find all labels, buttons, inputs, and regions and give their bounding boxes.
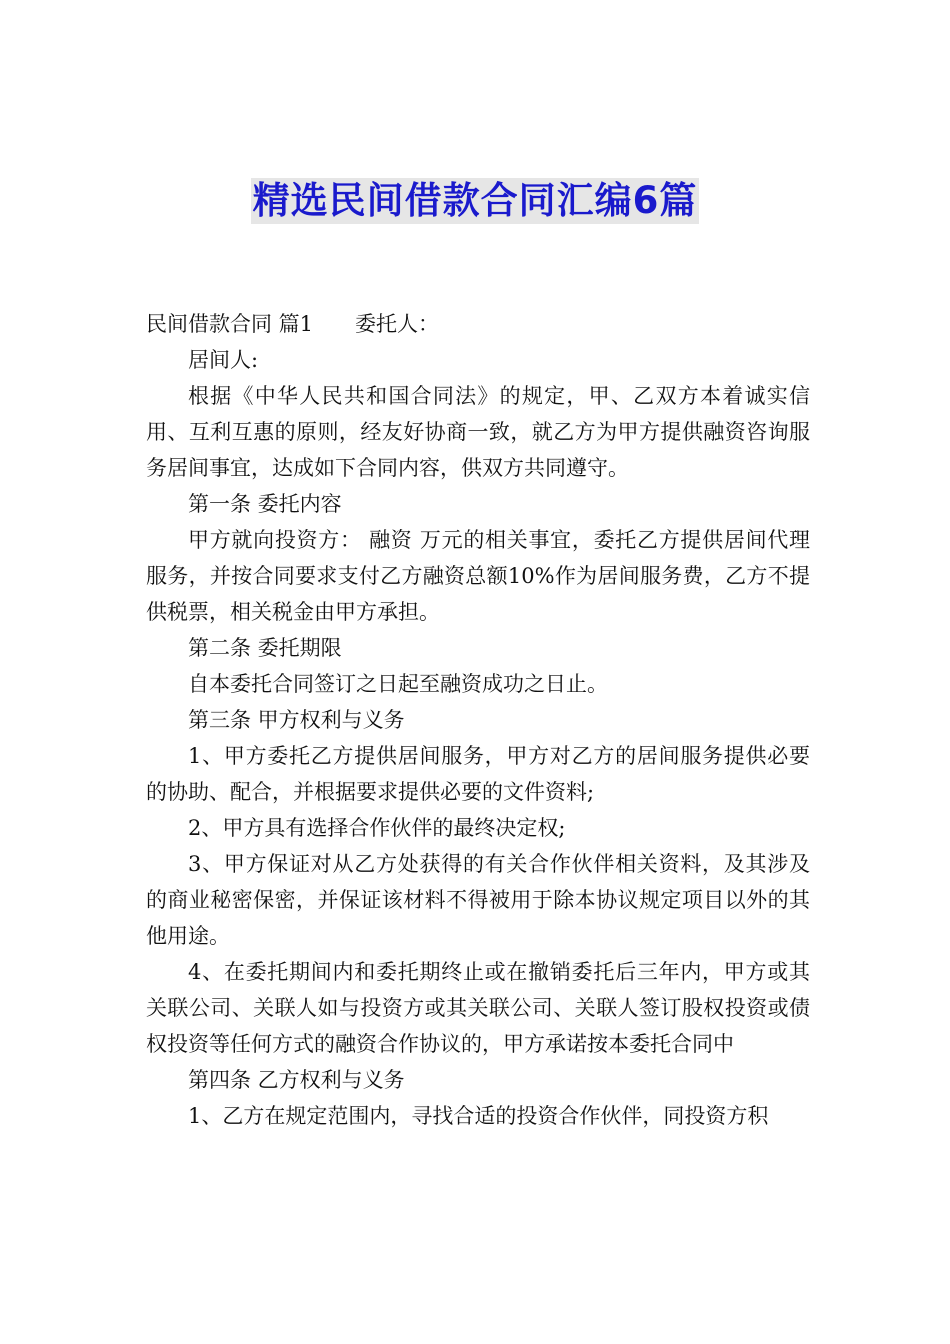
paragraph: 3、甲方保证对从乙方处获得的有关合作伙伴相关资料，及其涉及的商业秘密保密，并保证该材料不得被用于除本协议规定项目以外的其他用途。 (146, 852, 810, 948)
client-label: 委托人： (355, 312, 440, 336)
document-title: 精选民间借款合同汇编6篇 (252, 179, 698, 222)
paragraph: 居间人: (188, 348, 259, 372)
paragraph: 第二条 委托期限 (188, 636, 342, 660)
title-container (0, 178, 950, 224)
first-line (146, 306, 810, 342)
paragraph: 甲方就向投资方： 融资 万元的相关事宜，委托乙方提供居间代理服务，并按合同要求支付乙方融资总额10%作为居间服务费，乙方不提供税票，相关税金由甲方承担。 (146, 528, 810, 624)
paragraph: 1、甲方委托乙方提供居间服务，甲方对乙方的居间服务提供必要的协助、配合，并根据要求提供必要的文件资料; (146, 744, 810, 804)
paragraph: 第一条 委托内容 (188, 492, 342, 516)
section-heading: 民间借款合同 篇1 (146, 312, 314, 336)
paragraph: 1、乙方在规定范围内，寻找合适的投资合作伙伴，同投资方积 (188, 1104, 769, 1128)
paragraph: 4、在委托期间内和委托期终止或在撤销委托后三年内，甲方或其关联公司、关联人如与投资方或其关联公司、关联人签订股权投资或债权投资等任何方式的融资合作协议的，甲方承诺按本委托合同中 (146, 960, 810, 1056)
paragraph: 第三条 甲方权利与义务 (188, 708, 405, 732)
paragraph: 第四条 乙方权利与义务 (188, 1068, 405, 1092)
paragraph: 自本委托合同签订之日起至融资成功之日止。 (188, 672, 608, 696)
document-body (146, 306, 810, 1134)
paragraph: 根据《中华人民共和国合同法》的规定，甲、乙双方本着诚实信用、互利互惠的原则，经友好协商一致，就乙方为甲方提供融资咨询服务居间事宜，达成如下合同内容，供双方共同遵守。 (146, 384, 810, 480)
paragraph: 2、甲方具有选择合作伙伴的最终决定权; (188, 816, 566, 840)
